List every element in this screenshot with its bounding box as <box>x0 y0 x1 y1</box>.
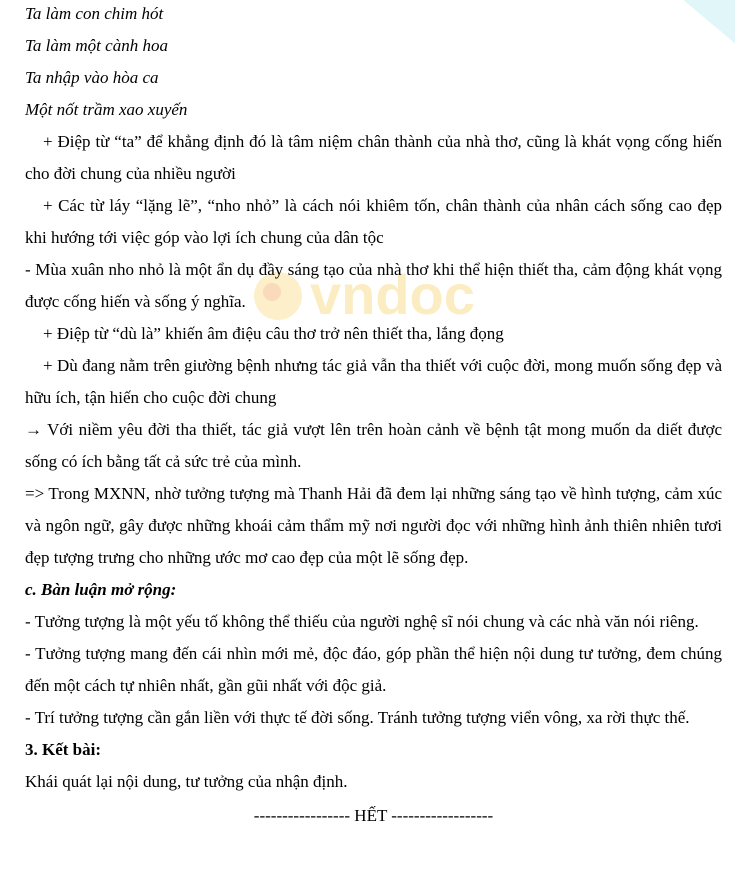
analysis-point: + Điệp từ “dù là” khiến âm điệu câu thơ trở nên thiết tha, lắng đọng <box>43 324 504 343</box>
analysis-conclusion: → Với niềm yêu đời tha thiết, tác giả vượt lên trên hoàn cảnh về bệnh tật mong muốn da diết được sống có ích bằng tất cả sức trẻ của mình. <box>25 420 722 471</box>
analysis-point: + Điệp từ “ta” để khẳng định đó là tâm niệm chân thành của nhà thơ, cũng là khát vọng cống hiến cho đời chung của nhiều người <box>25 132 722 183</box>
analysis-point: + Dù đang nằm trên giường bệnh nhưng tác giả vẫn tha thiết với cuộc đời, mong muốn sống đẹp và hữu ích, tận hiến cho cuộc đời chung <box>25 356 722 407</box>
analysis-point: + Các từ láy “lặng lẽ”, “nho nhỏ” là cách nói khiêm tốn, chân thành của nhân cách sống cao đẹp khi hướng tới việc góp vào lợi ích chung của dân tộc <box>25 196 722 247</box>
document-page <box>25 0 722 832</box>
discussion-item: - Tưởng tượng mang đến cái nhìn mới mẻ, độc đáo, góp phần thể hiện nội dung tư tưởng, đem chúng đến một cách tự nhiên nhất, gần gũi nhất với độc giả. <box>25 644 722 695</box>
poem-line: Ta nhập vào hòa ca <box>25 68 159 87</box>
poem-line: Một nốt trầm xao xuyến <box>25 100 188 119</box>
discussion-item: - Trí tưởng tượng cần gắn liền với thực tế đời sống. Tránh tưởng tượng viển vông, xa rời thực thế. <box>25 708 690 727</box>
analysis-point: - Mùa xuân nho nhỏ là một ẩn dụ đầy sáng tạo của nhà thơ khi thể hiện thiết tha, cảm động khát vọng được cống hiến và sống ý nghĩa. <box>25 260 722 311</box>
watermark-text: vndoc <box>310 263 475 326</box>
discussion-item: - Tưởng tượng là một yếu tố không thể thiếu của người nghệ sĩ nói chung và các nhà văn nói riêng. <box>25 612 699 631</box>
end-mark: ----------------- HẾT ------------------ <box>253 806 494 825</box>
poem-line: Ta làm một cành hoa <box>25 36 168 55</box>
poem-line: Ta làm con chim hót <box>25 4 164 23</box>
poem-excerpt <box>25 0 722 126</box>
conclusion-body: Khái quát lại nội dung, tư tưởng của nhận định. <box>25 772 348 791</box>
section-3-heading: 3. Kết bài: <box>25 740 102 759</box>
summary-paragraph: => Trong MXNN, nhờ tưởng tượng mà Thanh Hải đã đem lại những sáng tạo về hình tượng, cảm xúc và ngôn ngữ, gây được những khoái cảm thẩm mỹ nơi người đọc với những hình ảnh thiên nhiên tươi đẹp tượng trưng cho những ước mơ cao đẹp của một lẽ sống đẹp. <box>25 484 722 567</box>
section-c-heading: c. Bàn luận mở rộng: <box>25 580 177 599</box>
